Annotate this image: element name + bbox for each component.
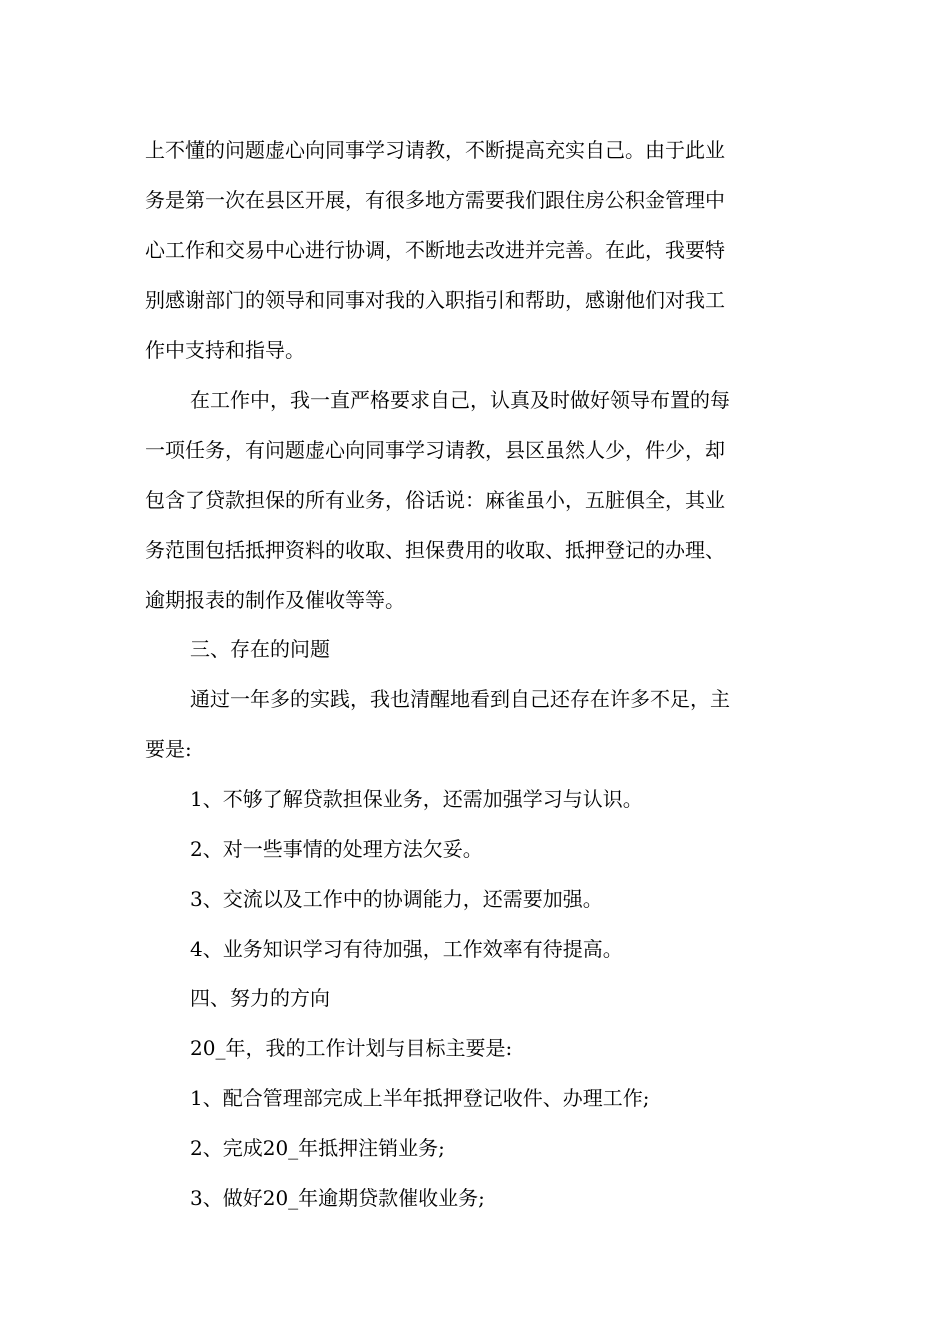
section-heading: 四、努力的方向	[190, 986, 330, 1010]
list-item: 3、做好20_年逾期贷款催收业务;	[190, 1186, 485, 1210]
paragraph-line: 心工作和交易中心进行协调，不断地去改进并完善。在此，我要特	[145, 238, 725, 262]
list-item: 4、业务知识学习有待加强，工作效率有待提高。	[190, 937, 623, 961]
paragraph-line: 逾期报表的制作及催收等等。	[145, 588, 405, 612]
section-heading: 三、存在的问题	[190, 637, 330, 661]
paragraph-line: 要是:	[145, 737, 192, 761]
paragraph-line: 别感谢部门的领导和同事对我的入职指引和帮助，感谢他们对我工	[145, 288, 725, 312]
paragraph-line: 务是第一次在县区开展，有很多地方需要我们跟住房公积金管理中	[145, 188, 725, 212]
paragraph-line: 20_年，我的工作计划与目标主要是:	[190, 1036, 513, 1060]
paragraph-line: 通过一年多的实践，我也清醒地看到自己还存在许多不足，主	[190, 687, 730, 711]
list-item: 2、对一些事情的处理方法欠妥。	[190, 837, 483, 861]
paragraph-line: 作中支持和指导。	[145, 338, 305, 362]
paragraph-line: 包含了贷款担保的所有业务，俗话说：麻雀虽小，五脏俱全，其业	[145, 488, 725, 512]
paragraph-line: 务范围包括抵押资料的收取、担保费用的收取、抵押登记的办理、	[145, 538, 725, 562]
list-item: 3、交流以及工作中的协调能力，还需要加强。	[190, 887, 603, 911]
paragraph-line: 一项任务，有问题虚心向同事学习请教，县区虽然人少，件少，却	[145, 438, 725, 462]
list-item: 1、配合管理部完成上半年抵押登记收件、办理工作;	[190, 1086, 650, 1110]
paragraph-line: 在工作中，我一直严格要求自己，认真及时做好领导布置的每	[190, 388, 730, 412]
paragraph-line: 上不懂的问题虚心向同事学习请教，不断提高充实自己。由于此业	[145, 138, 725, 162]
list-item: 1、不够了解贷款担保业务，还需加强学习与认识。	[190, 787, 643, 811]
list-item: 2、完成20_年抵押注销业务;	[190, 1136, 445, 1160]
